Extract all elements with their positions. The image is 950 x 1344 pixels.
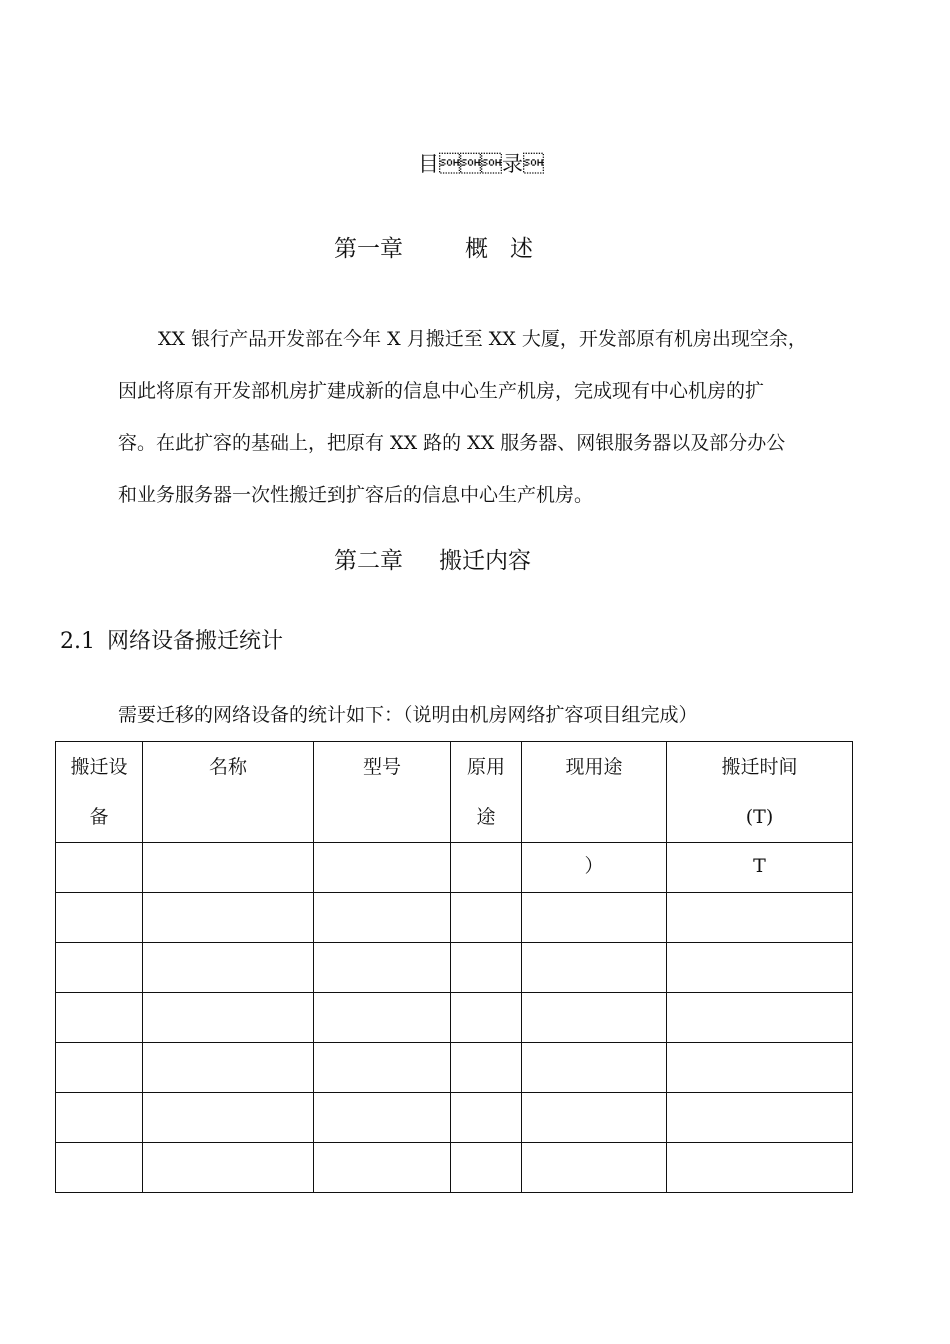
table-cell <box>56 843 143 893</box>
table-cell <box>451 893 522 943</box>
table-cell <box>451 1043 522 1093</box>
header-model: 型号 <box>314 742 451 843</box>
table-cell <box>522 943 667 993</box>
table-row <box>56 1093 853 1143</box>
table-cell: T <box>667 843 853 893</box>
table-cell <box>314 893 451 943</box>
section-number: 2.1 <box>60 629 95 654</box>
chapter-2-title: 搬迁内容 <box>439 548 531 574</box>
table-cell: ） <box>522 843 667 893</box>
table-row <box>56 1043 853 1093</box>
table-cell <box>522 1093 667 1143</box>
table-cell <box>143 1143 314 1193</box>
overview-line: XX 银行产品开发部在今年 X 月搬迁至 XX 大厦，开发部原有机房出现空余， <box>158 328 807 350</box>
table-cell <box>56 943 143 993</box>
table-cell <box>56 993 143 1043</box>
section-title: 网络设备搬迁统计 <box>107 629 284 654</box>
overview-line: 和业务服务器一次性搬迁到扩容后的信息中心生产机房。 <box>118 484 594 506</box>
table-intro: 需要迁移的网络设备的统计如下：（说明由机房网络扩容项目组完成） <box>118 704 698 726</box>
overview-line: 因此将原有开发部机房扩建成新的信息中心生产机房，完成现有中心机房的扩 <box>118 380 765 402</box>
table-row <box>56 943 853 993</box>
table-header-row <box>56 742 853 843</box>
table-row <box>56 843 853 893</box>
chapter-1-title-a: 概 <box>465 236 488 262</box>
table-cell <box>143 1093 314 1143</box>
table-body <box>56 843 853 1193</box>
header-original-use: 原用 途 <box>451 742 522 843</box>
chapter-1-label: 第一章 <box>334 236 403 262</box>
table-cell <box>143 1043 314 1093</box>
toc-title: 目录 <box>418 152 544 176</box>
table-cell <box>451 1143 522 1193</box>
chapter-1-heading <box>334 230 533 263</box>
table-row <box>56 893 853 943</box>
table-cell <box>667 1093 853 1143</box>
table-cell <box>314 993 451 1043</box>
section-heading <box>60 624 283 655</box>
overview-line: 容。在此扩容的基础上，把原有 XX 路的 XX 服务器、网银服务器以及部分办公 <box>118 432 786 454</box>
table-cell <box>522 893 667 943</box>
table-cell <box>667 893 853 943</box>
table-cell <box>314 1043 451 1093</box>
table-cell <box>522 1043 667 1093</box>
table-cell <box>143 893 314 943</box>
table-cell <box>451 993 522 1043</box>
table-cell <box>451 943 522 993</box>
header-move-time: 搬迁时间 (T) <box>667 742 853 843</box>
table-cell <box>56 893 143 943</box>
chapter-2-label: 第二章 <box>334 548 403 574</box>
chapter-2-heading <box>334 542 531 575</box>
table-cell <box>314 1093 451 1143</box>
table-row <box>56 993 853 1043</box>
table-cell <box>667 993 853 1043</box>
table-cell <box>667 1043 853 1093</box>
header-device: 搬迁设 备 <box>56 742 143 843</box>
table-cell <box>56 1143 143 1193</box>
table-cell <box>314 843 451 893</box>
table-cell <box>522 993 667 1043</box>
table-cell <box>143 843 314 893</box>
table-cell <box>667 1143 853 1193</box>
table-cell <box>56 1093 143 1143</box>
table-cell <box>143 943 314 993</box>
table-cell <box>56 1043 143 1093</box>
overview-paragraph <box>118 313 833 521</box>
chapter-1-title-b: 述 <box>510 236 533 262</box>
table-cell <box>143 993 314 1043</box>
table-row <box>56 1143 853 1193</box>
table-cell <box>667 943 853 993</box>
network-device-table <box>55 741 853 1193</box>
table-cell <box>522 1143 667 1193</box>
table-cell <box>451 843 522 893</box>
table-cell <box>451 1093 522 1143</box>
header-name: 名称 <box>143 742 314 843</box>
table-cell <box>314 943 451 993</box>
header-current-use: 现用途 <box>522 742 667 843</box>
table-cell <box>314 1143 451 1193</box>
